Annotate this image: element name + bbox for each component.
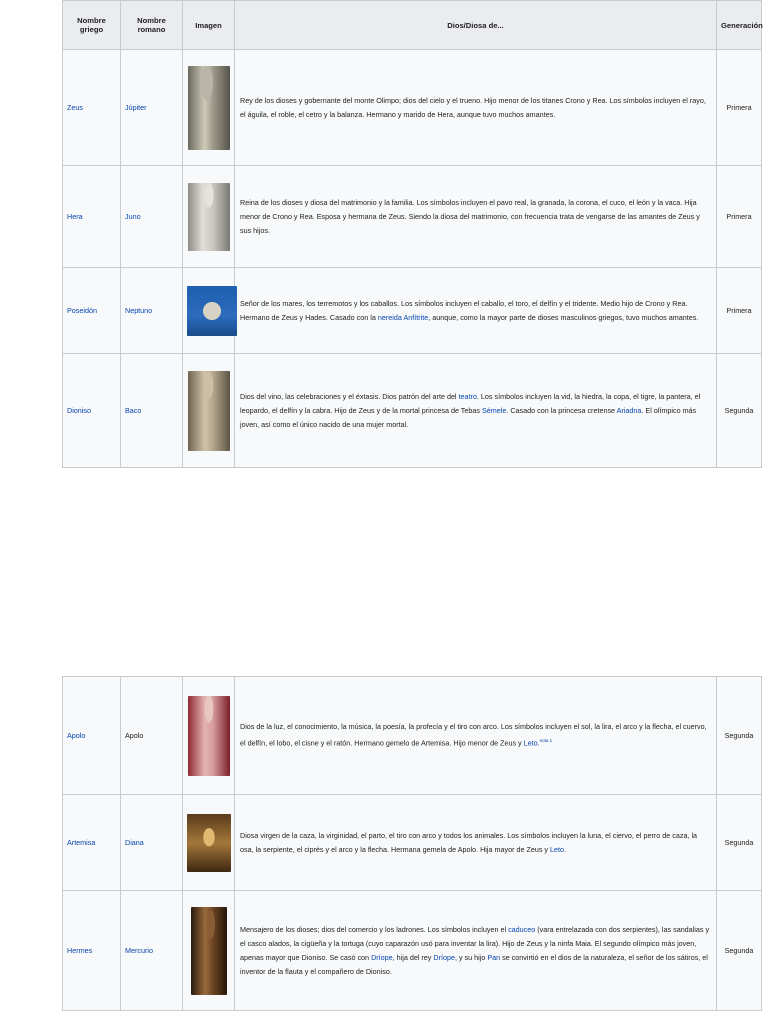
row-description: Diosa virgen de la caza, la virginidad, el parto, el tiro con arco y todos los animales. Los símbolos incluyen la luna, el ciervo, el perro de caza, la osa, la serpiente, el ciprés y el arco y la flecha. Hermana gemela de Apolo. Hija mayor de Zeus y Leto. bbox=[235, 795, 717, 891]
apolo-statue-image[interactable] bbox=[188, 696, 230, 776]
generation-cell: Segunda bbox=[717, 891, 762, 1011]
roman-name-link[interactable]: Baco bbox=[125, 406, 142, 415]
header-generation[interactable]: Generación bbox=[717, 1, 762, 50]
ariadna-link[interactable]: Ariadna bbox=[616, 405, 642, 415]
header-greek-name[interactable]: Nombre griego bbox=[63, 1, 121, 50]
row-description: Rey de los dioses y gobernante del monte Olimpo; dios del cielo y el trueno. Hijo menor de los titanes Crono y Rea. Los símbolos incluyen el rayo, el águila, el roble, el cetro y la balanza. Hermano y marido de Hera, aunque tuvo muchos amantes. bbox=[235, 50, 717, 166]
roman-name-link[interactable]: Neptuno bbox=[125, 306, 153, 315]
artemisa-statue-image[interactable] bbox=[187, 814, 231, 872]
generation-cell: Segunda bbox=[717, 677, 762, 795]
header-row bbox=[63, 1, 762, 50]
roman-name-link[interactable]: Mercurio bbox=[125, 946, 153, 955]
poseidon-statue-image[interactable] bbox=[187, 286, 237, 336]
row-description: Dios del vino, las celebraciones y el éxtasis. Dios patrón del arte del teatro. Los símbolos incluyen la vid, la hiedra, la copa, el tigre, la pantera, el leopardo, el delfín y la cabra. Hijo de Zeus y de la mortal princesa de Tebas Sémele. Casado con la princesa cretense Ariadna. El olímpico más joven, así como el único nacido de una mujer mortal. bbox=[235, 354, 717, 468]
header-god-of[interactable]: Dios/Diosa de... bbox=[235, 1, 717, 50]
table-row bbox=[63, 891, 762, 1011]
greek-name-link[interactable]: Artemisa bbox=[67, 838, 96, 847]
generation-cell: Primera bbox=[717, 50, 762, 166]
nereida-link[interactable]: nereida bbox=[377, 312, 402, 322]
generation-cell: Segunda bbox=[717, 354, 762, 468]
anfitrite-link[interactable]: Anfítrite bbox=[403, 312, 429, 322]
pan-link[interactable]: Pan bbox=[487, 952, 501, 962]
leto-link[interactable]: Leto bbox=[523, 738, 538, 748]
roman-name: Apolo bbox=[125, 731, 144, 740]
driope-king-link[interactable]: Dríope bbox=[433, 952, 455, 962]
generation-cell: Segunda bbox=[717, 795, 762, 891]
row-description: Reina de los dioses y diosa del matrimonio y la familia. Los símbolos incluyen el pavo real, la granada, la corona, el cuco, el león y la vaca. Hija menor de Crono y Rea. Esposa y hermana de Zeus. Siendo la diosa del matrimonio, con frecuencia trata de vengarse de las amantes de Zeus y sus hijos. bbox=[235, 166, 717, 268]
greek-name-link[interactable]: Poseidón bbox=[67, 306, 97, 315]
greek-name-link[interactable]: Dioniso bbox=[67, 406, 91, 415]
hera-statue-image[interactable] bbox=[188, 183, 230, 251]
table-row bbox=[63, 677, 762, 795]
table-row bbox=[63, 795, 762, 891]
header-roman-name[interactable]: Nombre romano bbox=[121, 1, 183, 50]
semele-link[interactable]: Sémele bbox=[481, 405, 507, 415]
greek-name-link[interactable]: Apolo bbox=[67, 731, 86, 740]
table-row bbox=[63, 354, 762, 468]
row-description: Señor de los mares, los terremotos y los caballos. Los símbolos incluyen el caballo, el toro, el delfín y el tridente. Medio hijo de Crono y Rea. Hermano de Zeus y Hades. Casado con la nereida Anfítrite, aunque, como la mayor parte de dioses masculinos griegos, tuvo muchos amantes. bbox=[235, 268, 717, 354]
driope-link[interactable]: Dríope bbox=[371, 952, 393, 962]
table-row bbox=[63, 166, 762, 268]
generation-cell: Primera bbox=[717, 166, 762, 268]
row-description: Dios de la luz, el conocimiento, la música, la poesía, la profecía y el tiro con arco. Los símbolos incluyen el sol, la lira, el arco y la flecha, el cuervo, el delfín, el lobo, el cisne y el ratón. Hermano gemelo de Artemisa. Hijo menor de Zeus y Leto.$^{nota 1}$ bbox=[235, 677, 717, 795]
roman-name-link[interactable]: Júpiter bbox=[125, 103, 147, 112]
hermes-statue-image[interactable] bbox=[191, 907, 227, 995]
zeus-statue-image[interactable] bbox=[188, 66, 230, 150]
table-row bbox=[63, 268, 762, 354]
teatro-link[interactable]: teatro bbox=[458, 391, 477, 401]
roman-name-link[interactable]: Diana bbox=[125, 838, 144, 847]
generation-cell: Primera bbox=[717, 268, 762, 354]
row-description: Mensajero de los dioses; dios del comercio y los ladrones. Los símbolos incluyen el caduceo (vara entrelazada con dos serpientes), las sandalias y el casco alados, la cigüeña y la tortuga (cuyo caparazón usó para inventar la lira). Hijo de Zeus y la ninfa Maia. El segundo olímpico más joven, apenas mayor que Dioniso. Se casó con Dríope, hija del rey Dríope, y su hijo Pan se convirtió en el dios de la naturaleza, el señor de los sátiros, el inventor de la flauta y el compañero de Dioniso. bbox=[235, 891, 717, 1011]
caduceo-link[interactable]: caduceo bbox=[508, 924, 536, 934]
greek-name-link[interactable]: Zeus bbox=[67, 103, 83, 112]
roman-name-link[interactable]: Juno bbox=[125, 212, 141, 221]
header-image: Imagen bbox=[183, 1, 235, 50]
note-1-link[interactable]: nota 1 bbox=[539, 738, 553, 744]
gods-table-top bbox=[62, 0, 762, 468]
leto-link[interactable]: Leto bbox=[550, 844, 565, 854]
dioniso-statue-image[interactable] bbox=[188, 371, 230, 451]
table-row bbox=[63, 50, 762, 166]
greek-name-link[interactable]: Hera bbox=[67, 212, 83, 221]
greek-name-link[interactable]: Hermes bbox=[67, 946, 93, 955]
gods-table-bottom bbox=[62, 676, 762, 1011]
